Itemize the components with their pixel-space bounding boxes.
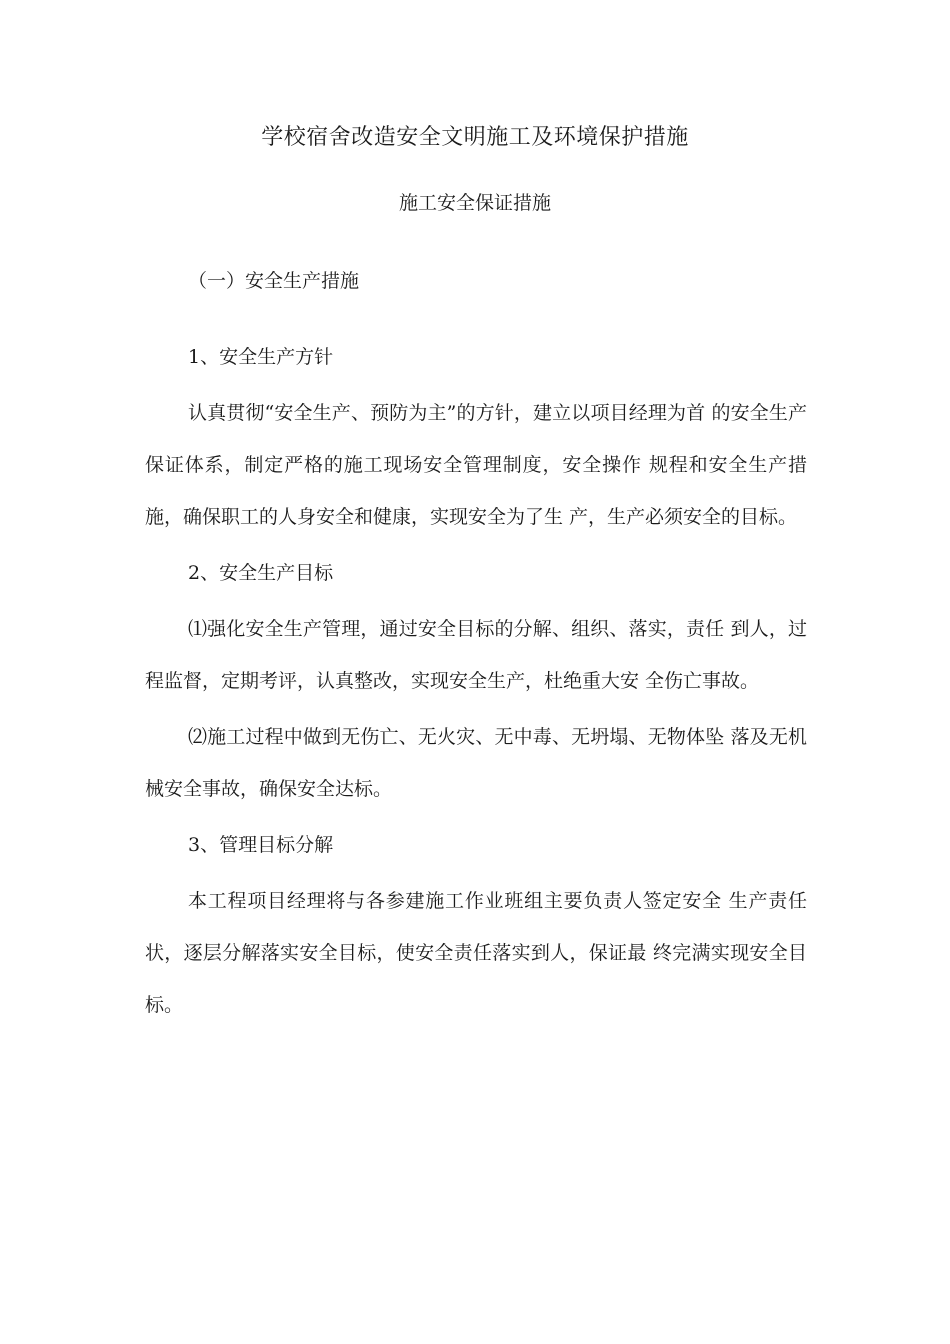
section-heading-safety-measures: （一）安全生产措施 bbox=[188, 270, 360, 292]
document-body bbox=[145, 255, 807, 1031]
section-subtitle: 施工安全保证措施 bbox=[398, 192, 551, 214]
paragraph-goal-breakdown: 本工程项目经理将与各参建施工作业班组主要负责人签定安全 生产责任状，逐层分解落实安全目标，使安全责任落实到人，保证最 终完满实现安全目标。 bbox=[145, 890, 807, 1016]
heading-goal-breakdown: 3、管理目标分解 bbox=[188, 834, 334, 856]
paragraph-goal-2: ⑵施工过程中做到无伤亡、无火灾、无中毒、无坍塌、无物体坠 落及无机械安全事故，确保安全达标。 bbox=[145, 726, 807, 800]
document-title: 学校宿舍改造安全文明施工及环境保护措施 bbox=[261, 125, 689, 150]
heading-safety-policy: 1、安全生产方针 bbox=[188, 346, 334, 368]
heading-safety-goals: 2、安全生产目标 bbox=[188, 562, 334, 584]
paragraph-safety-policy: 认真贯彻“安全生产、预防为主”的方针，建立以项目经理为首 的安全生产保证体系，制定严格的施工现场安全管理制度，安全操作 规程和安全生产措施，确保职工的人身安全和健康，实现安全为了生 产，生产必须安全的目标。 bbox=[145, 402, 807, 528]
paragraph-goal-1: ⑴强化安全生产管理，通过安全目标的分解、组织、落实，责任 到人，过程监督，定期考评，认真整改，实现安全生产，杜绝重大安 全伤亡事故。 bbox=[145, 618, 807, 692]
